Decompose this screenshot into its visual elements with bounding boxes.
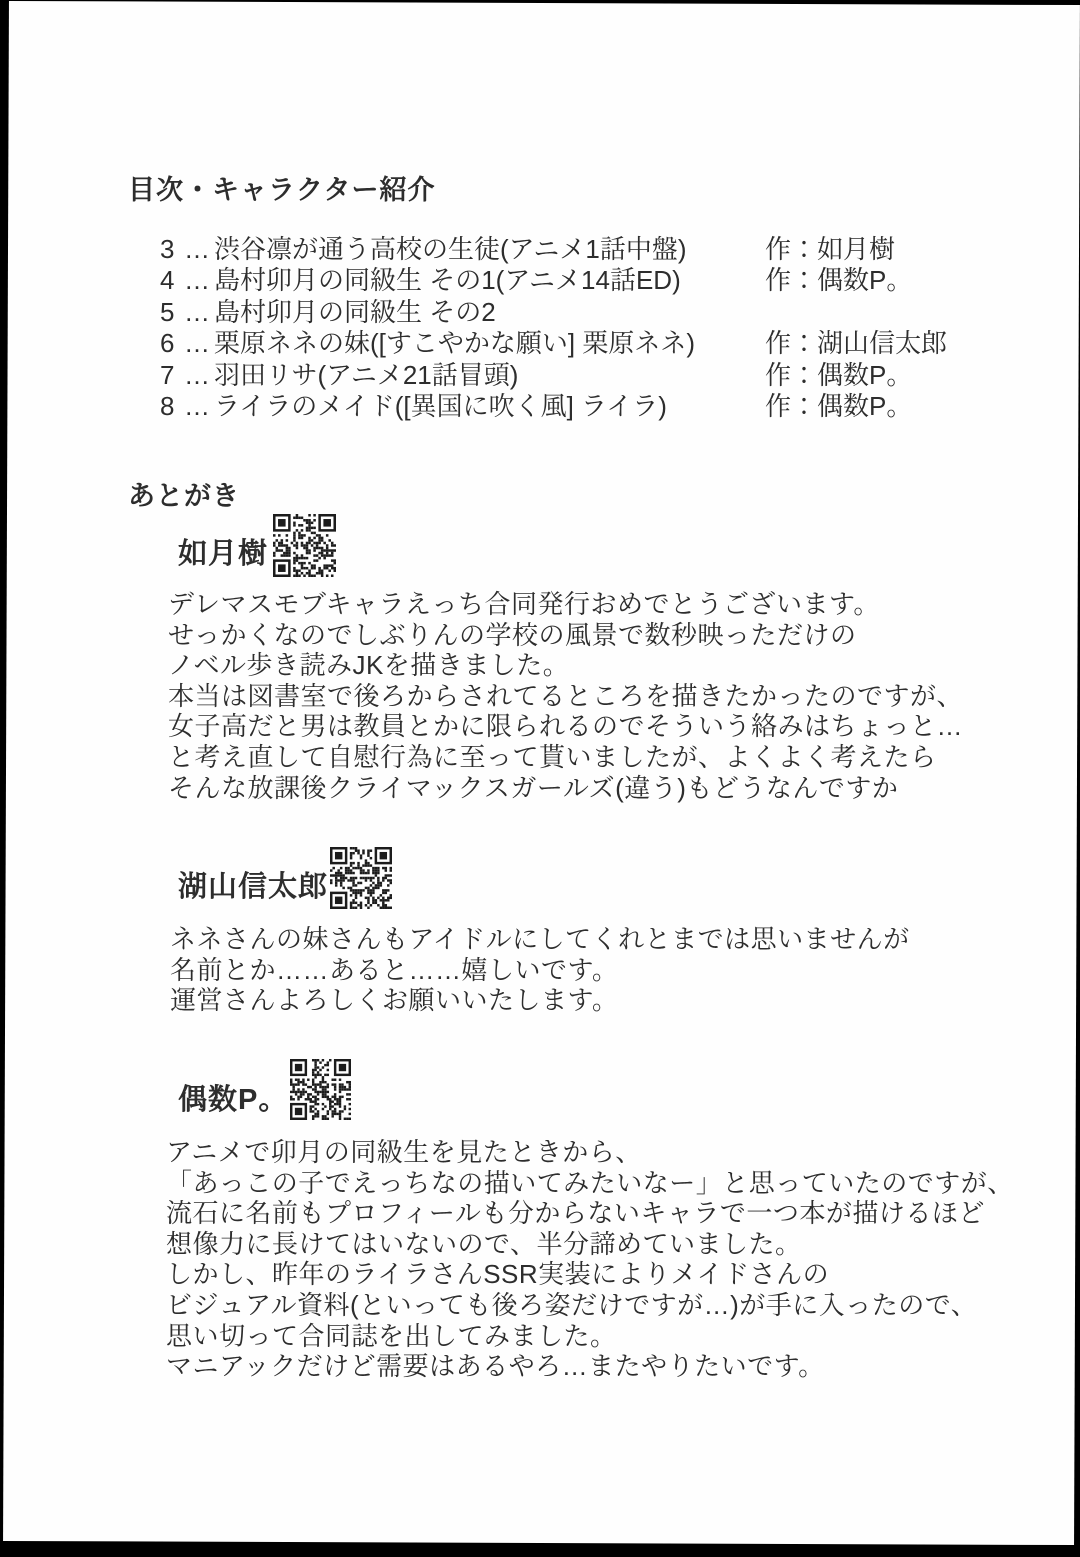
toc-entry-author: 作：湖山信太郎 (765, 328, 948, 359)
toc-dots: … (184, 359, 208, 390)
afterword-line: と考え直して自慰行為に至って貰いましたが、よくよく考えたら (168, 741, 937, 772)
author-name: 湖山信太郎 (178, 871, 329, 903)
toc-page-number: 6 (160, 328, 175, 359)
qr-code-icon (273, 514, 336, 577)
toc-entry-title: ライラのメイド([異国に吹く風] ライラ) (214, 390, 667, 421)
toc-entry-title: 栗原ネネの妹([すこやかな願い] 栗原ネネ) (214, 328, 695, 359)
toc-row (160, 297, 1040, 328)
afterword-line: アニメで卯月の同級生を見たときから、 (166, 1137, 642, 1167)
toc-page-number: 3 (160, 234, 175, 264)
toc-page-number: 7 (160, 359, 175, 390)
toc-entry-title: 島村卯月の同級生 その1(アニメ14話ED) (214, 265, 681, 296)
toc-dots: … (184, 265, 208, 296)
toc-page-number: 4 (160, 265, 175, 296)
afterword-line: ビジュアル資料(といっても後ろ姿だけですが…)が手に入ったので、 (166, 1289, 978, 1320)
afterword-line: せっかくなのでしぶりんの学校の風景で数秒映っただけの (168, 619, 857, 650)
afterword-line: デレマスモブキャラえっち合同発行おめでとうございます。 (168, 589, 880, 619)
toc-entry-author: 作：偶数P。 (765, 359, 913, 390)
afterword-line: 思い切って合同誌を出してみました。 (166, 1320, 617, 1351)
toc-entry-title: 島村卯月の同級生 その2 (214, 296, 496, 327)
toc-list (160, 234, 1040, 422)
toc-row (160, 265, 1040, 296)
toc-dots: … (184, 390, 208, 421)
toc-entry-author: 作：如月樹 (765, 234, 896, 264)
toc-page-number: 5 (160, 296, 175, 327)
author-name: 偶数P。 (178, 1084, 289, 1116)
afterword-line: 名前とか……あると……嬉しいです。 (170, 954, 619, 985)
toc-row (160, 360, 1040, 391)
toc-entry-title: 羽田リサ(アニメ21話冒頭) (214, 359, 519, 390)
toc-entry-author: 作：偶数P。 (765, 390, 913, 421)
afterword-line: 女子高だと男は教員とかに限られるのでそういう絡みはちょっと… (168, 711, 964, 742)
afterword-line: ネネさんの妹さんもアイドルにしてくれとまでは思いませんが (170, 924, 910, 954)
author-comment (166, 1137, 1014, 1382)
toc-row (160, 391, 1040, 422)
toc-dots: … (184, 328, 208, 359)
afterword-line: 「あっこの子でえっちなの描いてみたいなー」と思っていたのですが、 (166, 1167, 1014, 1198)
author-comment (170, 924, 910, 1016)
toc-entry-author: 作：偶数P。 (765, 265, 913, 296)
toc-title: 目次・キャラクター紹介 (128, 175, 436, 205)
afterword-line: ノベル歩き読みJKを描きました。 (168, 650, 570, 681)
toc-row (160, 234, 1040, 265)
afterword-line: 流石に名前もプロフィールも分からないキャラで一つ本が描けるほど (166, 1198, 985, 1229)
author-name: 如月樹 (178, 538, 269, 570)
afterword-line: 運営さんよろしくお願いいたします。 (170, 985, 619, 1016)
toc-page-number: 8 (160, 390, 175, 421)
toc-dots: … (184, 296, 208, 327)
author-comment (168, 589, 963, 803)
afterword-line: しかし、昨年のライラさんSSR実装によりメイドさんの (166, 1259, 830, 1290)
qr-code-icon (290, 1059, 351, 1120)
toc-entry-title: 渋谷凛が通う高校の生徒(アニメ1話中盤) (214, 234, 687, 264)
toc-row (160, 328, 1040, 359)
toc-dots: … (184, 234, 208, 264)
afterword-title: あとがき (128, 481, 240, 511)
qr-code-icon (330, 847, 392, 909)
afterword-line: 本当は図書室で後ろからされてるところを描きたかったのですが、 (168, 680, 964, 711)
afterword-line: 想像力に長けてはいないので、半分諦めていました。 (166, 1228, 802, 1259)
afterword-line: そんな放課後クライマックスガールズ(違う)もどうなんですか (168, 772, 899, 803)
afterword-line: マニアックだけど需要はあるやろ…またやりたいです。 (166, 1351, 825, 1382)
